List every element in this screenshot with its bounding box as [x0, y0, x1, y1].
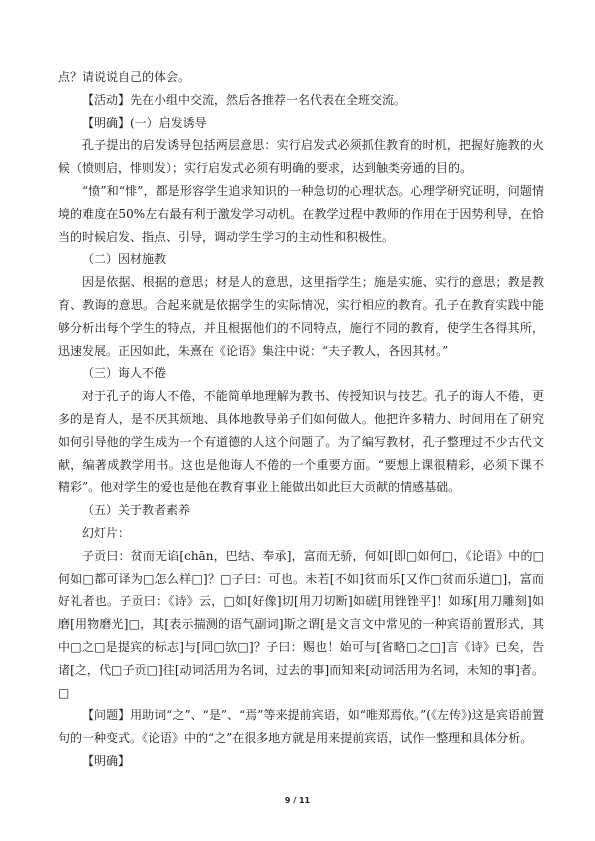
activity-paragraph: 【活动】先在小组中交流，然后各推荐一名代表在全班交流。 — [82, 92, 407, 107]
body-paragraph: 孔子提出的启发诱导包括两层意思：实行启发式必须抓住教育的时机，把握好施教的火候（愤则启，悱则发）；实行启发式必须有明确的要求，达到触类旁通的目的。 — [58, 138, 544, 176]
section-heading-inspire: 【明确】(一）启发诱导 — [82, 115, 207, 130]
body-paragraph: 因是依据、根据的意思；材是人的意思，这里指学生；施是实施、实行的意思；教是教育、教诲的意思。合起来就是依据学生的实际情况，实行相应的教育。孔子在教育实践中能够分析出每个学生的特点，并且根据他们的不同特点，施行不同的教育，使学生各得其所，迅速发展。正因如此，朱熹在《论语》集注中说：“夫子教人，各因其材。” — [58, 275, 544, 358]
section-heading-individualized: （二）因材施教 — [82, 252, 167, 267]
slide-label: 幻灯片： — [82, 525, 131, 540]
quotation-paragraph: 子贡曰：贫而无谄[chān，巴结、奉承]，富而无骄，何如[即□如何□，《论语》中的□何如□都可译为□怎么样□]？□子曰：可也。未若[不如]贫而乐[又作□贫而乐道□]，富而好礼者也。子贡曰：《诗》云，□如[好像]切[用刀切断]如磋[用锉锉平]！如琢[用刀雕刻]如磨[用物磨光]□，其[表示揣测的语气副词]斯之谓[是文言文中常见的一种宾语前置形式，其中□之□是提宾的标志]与[同□欤□]？子曰：赐也！始可与[省略□之□]言《诗》已矣，告诸[之，代□子贡□]往[动词活用为名词，过去的事]而知来[动词活用为名词，未知的事]者。□ — [58, 548, 544, 700]
page-number: 9 / 11 — [284, 796, 311, 805]
section-heading-teacher: （五）关于教者素养 — [82, 503, 191, 518]
section-heading-tireless: （三）诲人不倦 — [82, 366, 167, 381]
question-paragraph: 【问题】用助词“之”、“是”、“焉”等来提前宾语，如“唯郑焉依。”(《左传》)这是宾语前置句的一种变式。《论语》中的“之”在很多地方就是用来提前宾语，试作一整理和具体分析。 — [58, 708, 544, 746]
text-line-continuation: 点？请说说自己的体会。 — [58, 70, 191, 84]
answer-label: 【明确】 — [82, 753, 131, 768]
body-paragraph: “愤”和“悱”，都是形容学生追求知识的一种急切的心理状态。心理学研究证明，问题情境的难度在50%左右最有利于激发学习动机。在教学过程中教师的作用在于因势利导，在恰当的时候启发、指点、引导，调动学生学习的主动性和积极性。 — [58, 183, 544, 244]
body-paragraph: 对于孔子的诲人不倦，不能简单地理解为教书、传授知识与技艺。孔子的诲人不倦，更多的是育人，是不厌其烦地、具体地教导弟子们如何做人。他把许多精力、时间用在了研究如何引导他的学生成为一个有道德的人这个问题了。为了编写教材，孔子整理过不少古代文献，编著成教学用书。这也是他诲人不倦的一个重要方面。“要想上课很精彩，必须下课不精彩”。他对学生的爱也是他在教育事业上能做出如此巨大贡献的情感基础。 — [58, 389, 544, 495]
document-body — [58, 66, 544, 773]
